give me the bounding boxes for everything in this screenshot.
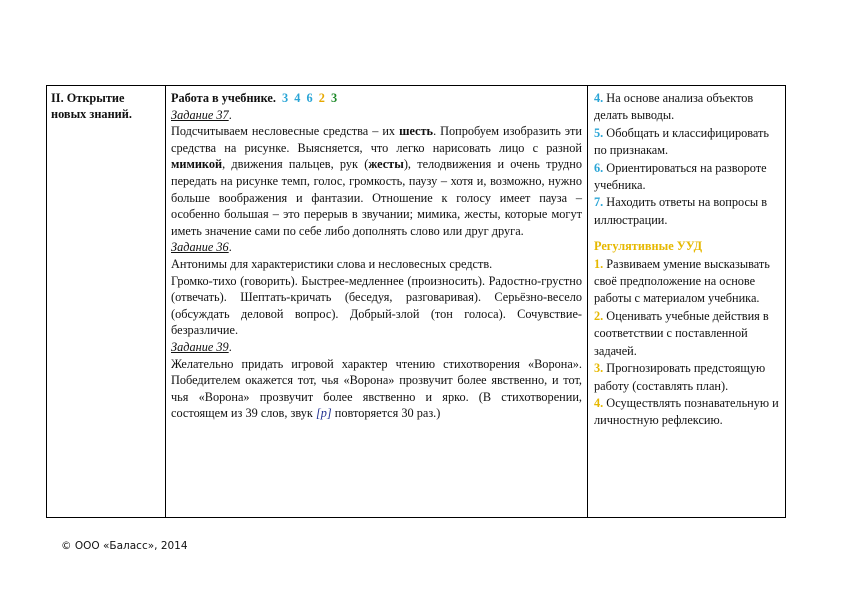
copyright-footer: © ООО «Баласс», 2014 (61, 540, 188, 552)
page-number: 6 (306, 91, 313, 105)
task-39-text: Желательно придать игровой характер чтению стихотворения «Ворона». Победителем окажется тот, чья «Ворона» прозвучит более явственно, и тот, чья «Ворона» прозвучит более явственно и ярко. (В стихотворении, состоящем из 39 слов, звук [р] повторяется 30 раз.) (171, 356, 582, 421)
uud-item: 4. На основе анализа объектов делать выводы. (594, 91, 754, 123)
lesson-table (46, 85, 786, 518)
task-36-intro: Антонимы для характеристики слова и несловесных средств. (171, 256, 493, 271)
task-39-title: Задание 39. (171, 339, 232, 354)
regulative-uud-title: Регулятивные УУД (594, 239, 703, 254)
stage-title: II. Открытие новых знаний. (51, 91, 132, 121)
page-numbers (279, 91, 337, 105)
uud-item: 2. Оценивать учебные действия в соответствии с поставленной задачей. (594, 308, 769, 358)
uud-item: 7. Находить ответы на вопросы в иллюстрации. (594, 195, 768, 227)
uud-cell (588, 86, 785, 517)
uud-item: 6. Ориентироваться на развороте учебника. (594, 160, 767, 193)
stage-cell (47, 86, 166, 517)
work-heading-text: Работа в учебнике. (171, 91, 276, 105)
page-number: 4 (294, 91, 301, 105)
content-cell (166, 86, 588, 517)
work-heading (171, 90, 582, 107)
task-36-title: Задание 36. (171, 240, 232, 255)
uud-item: 1. Развиваем умение высказывать своё предположение на основе работы с материалом учебника. (594, 256, 770, 306)
task-36-body: Громко-тихо (говорить). Быстрее-медленнее (произносить). Радостно-грустно (отвечать). Шептать-кричать (беседуя, разговаривая). Серьёзно-весело (обсуждать деловой вопрос). Добрый-злой (тон голоса). Сочувствие-безразличие. (171, 273, 582, 338)
task-37-title: Задание 37. (171, 107, 232, 122)
uud-item: 3. Прогнозировать предстоящую работу (составлять план). (594, 361, 766, 393)
page-number: 2 (318, 91, 325, 105)
uud-item: 4. Осуществлять познавательную и личностную рефлексию. (594, 395, 779, 428)
task-37-text: Подсчитываем несловесные средства – их шесть. Попробуем изобразить эти средства на рисунке. Выясняется, что легко нарисовать лицо с разной мимикой, движения пальцев, рук (жесты), телодвижения и очень трудно передать на рисунке темп, голос, громкость, паузу – хотя и, возможно, нужно больше воображения и фантазии. Отношение к голосу имеет пауза – особенно большая – это перерыв в звучании; мимика, жесты, которые могут иметь значение сами по себе либо дополнять слово или друг друга. (171, 124, 583, 238)
page-number: 3 (282, 91, 289, 105)
page-number: 3 (330, 91, 338, 105)
uud-item: 5. Обобщать и классифицировать по признакам. (594, 125, 770, 158)
